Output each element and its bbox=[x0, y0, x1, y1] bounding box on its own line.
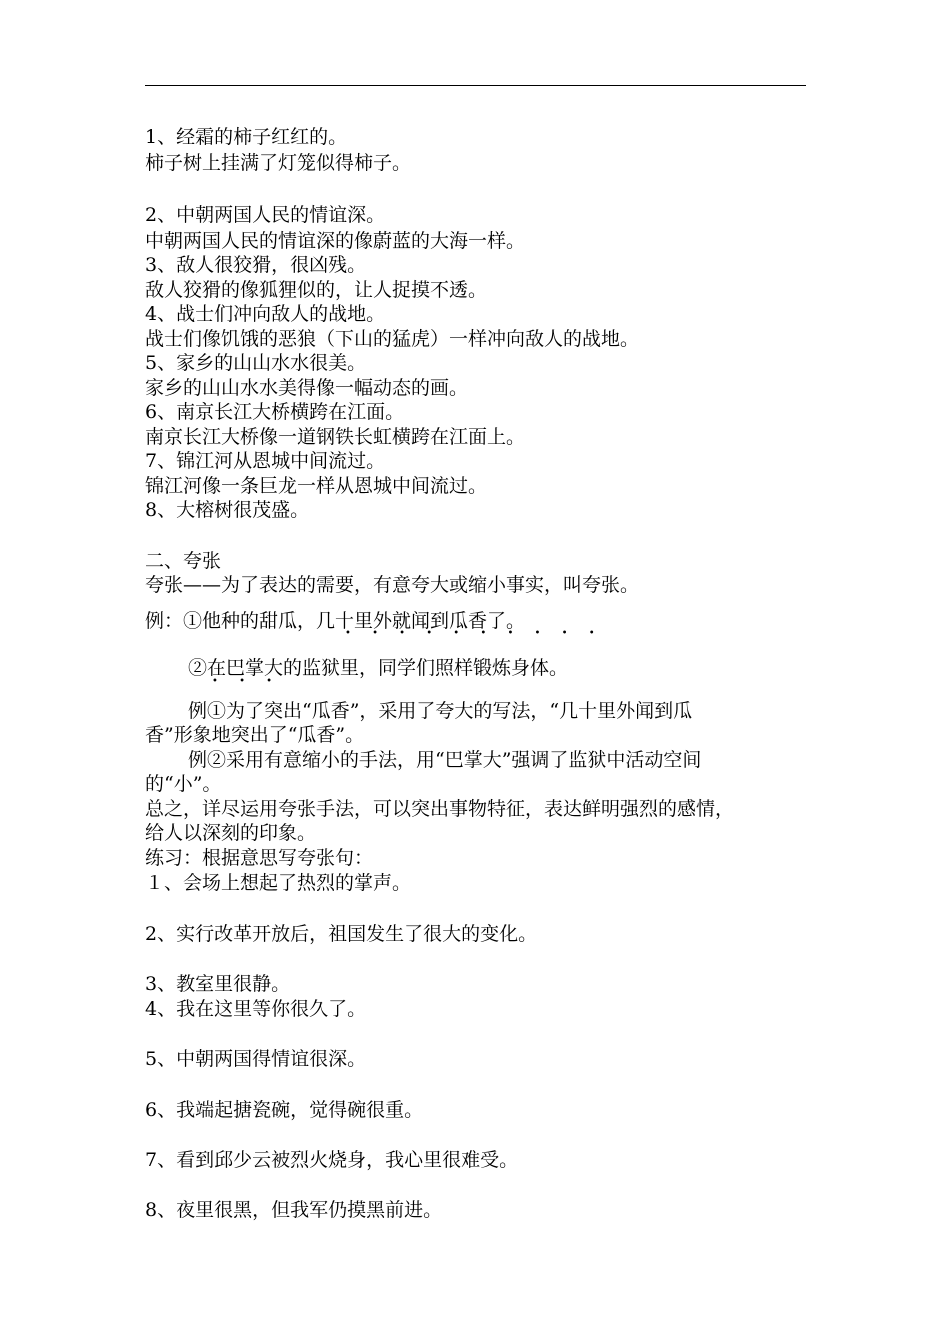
practice-item-2: 2、实行改革开放后，祖国发生了很大的变化。 bbox=[145, 923, 538, 945]
practice-item-7: 7、看到邱少云被烈火烧身，我心里很难受。 bbox=[145, 1149, 519, 1171]
emphasis-dots-example-1: • • • • • • • • • • bbox=[345, 628, 604, 639]
practice-item-6: 6、我端起搪瓷碗，觉得碗很重。 bbox=[145, 1099, 424, 1121]
header-rule bbox=[145, 85, 806, 86]
explanation-1-line-1: 例①为了突出“瓜香”，采用了夸大的写法，“几十里外闻到瓜 bbox=[188, 700, 693, 722]
simile-7-answer: 锦江河像一条巨龙一样从恩城中间流过。 bbox=[145, 475, 488, 497]
emphasis-dots-example-2: • • • bbox=[212, 676, 282, 687]
simile-1-answer: 柿子树上挂满了灯笼似得柿子。 bbox=[145, 152, 412, 174]
example-2: ②在巴掌大的监狱里，同学们照样锻炼身体。 bbox=[188, 657, 569, 679]
practice-item-8: 8、夜里很黑，但我军仍摸黑前进。 bbox=[145, 1199, 443, 1221]
simile-6-answer: 南京长江大桥像一道钢铁长虹横跨在江面上。 bbox=[145, 426, 526, 448]
summary-line-2: 给人以深刻的印象。 bbox=[145, 822, 317, 844]
simile-3-question: 3、敌人很狡猾，很凶残。 bbox=[145, 254, 367, 276]
simile-8-question: 8、大榕树很茂盛。 bbox=[145, 499, 310, 521]
practice-item-4: 4、我在这里等你很久了。 bbox=[145, 998, 367, 1020]
simile-6-question: 6、南京长江大桥横跨在江面。 bbox=[145, 401, 405, 423]
simile-3-answer: 敌人狡猾的像狐狸似的，让人捉摸不透。 bbox=[145, 279, 488, 301]
explanation-1-line-2: 香”形象地突出了“瓜香”。 bbox=[145, 724, 365, 746]
simile-5-question: 5、家乡的山山水水很美。 bbox=[145, 352, 367, 374]
simile-1-question: 1、经霜的柿子红红的。 bbox=[145, 126, 348, 148]
practice-item-1: １、会场上想起了热烈的掌声。 bbox=[145, 872, 412, 894]
hyperbole-definition: 夸张——为了表达的需要，有意夸大或缩小事实，叫夸张。 bbox=[145, 574, 640, 596]
practice-item-3: 3、教室里很静。 bbox=[145, 973, 291, 995]
simile-5-answer: 家乡的山山水水美得像一幅动态的画。 bbox=[145, 377, 469, 399]
simile-2-question: 2、中朝两国人民的情谊深。 bbox=[145, 204, 386, 226]
example-1: 例：①他种的甜瓜，几十里外就闻到瓜香了。 bbox=[145, 610, 526, 632]
simile-2-answer: 中朝两国人民的情谊深的像蔚蓝的大海一样。 bbox=[145, 230, 526, 252]
explanation-2-line-2: 的“小”。 bbox=[145, 773, 222, 795]
simile-4-question: 4、战士们冲向敌人的战地。 bbox=[145, 303, 386, 325]
section-heading-hyperbole: 二、夸张 bbox=[145, 550, 222, 572]
simile-7-question: 7、锦江河从恩城中间流过。 bbox=[145, 450, 386, 472]
explanation-2-line-1: 例②采用有意缩小的手法，用“巴掌大”强调了监狱中活动空间 bbox=[188, 749, 702, 771]
practice-heading: 练习：根据意思写夸张句： bbox=[145, 847, 374, 869]
practice-item-5: 5、中朝两国得情谊很深。 bbox=[145, 1048, 367, 1070]
summary-line-1: 总之，详尽运用夸张手法，可以突出事物特征，表达鲜明强烈的感情， bbox=[145, 798, 735, 820]
simile-4-answer: 战士们像饥饿的恶狼（下山的猛虎）一样冲向敌人的战地。 bbox=[145, 328, 640, 350]
